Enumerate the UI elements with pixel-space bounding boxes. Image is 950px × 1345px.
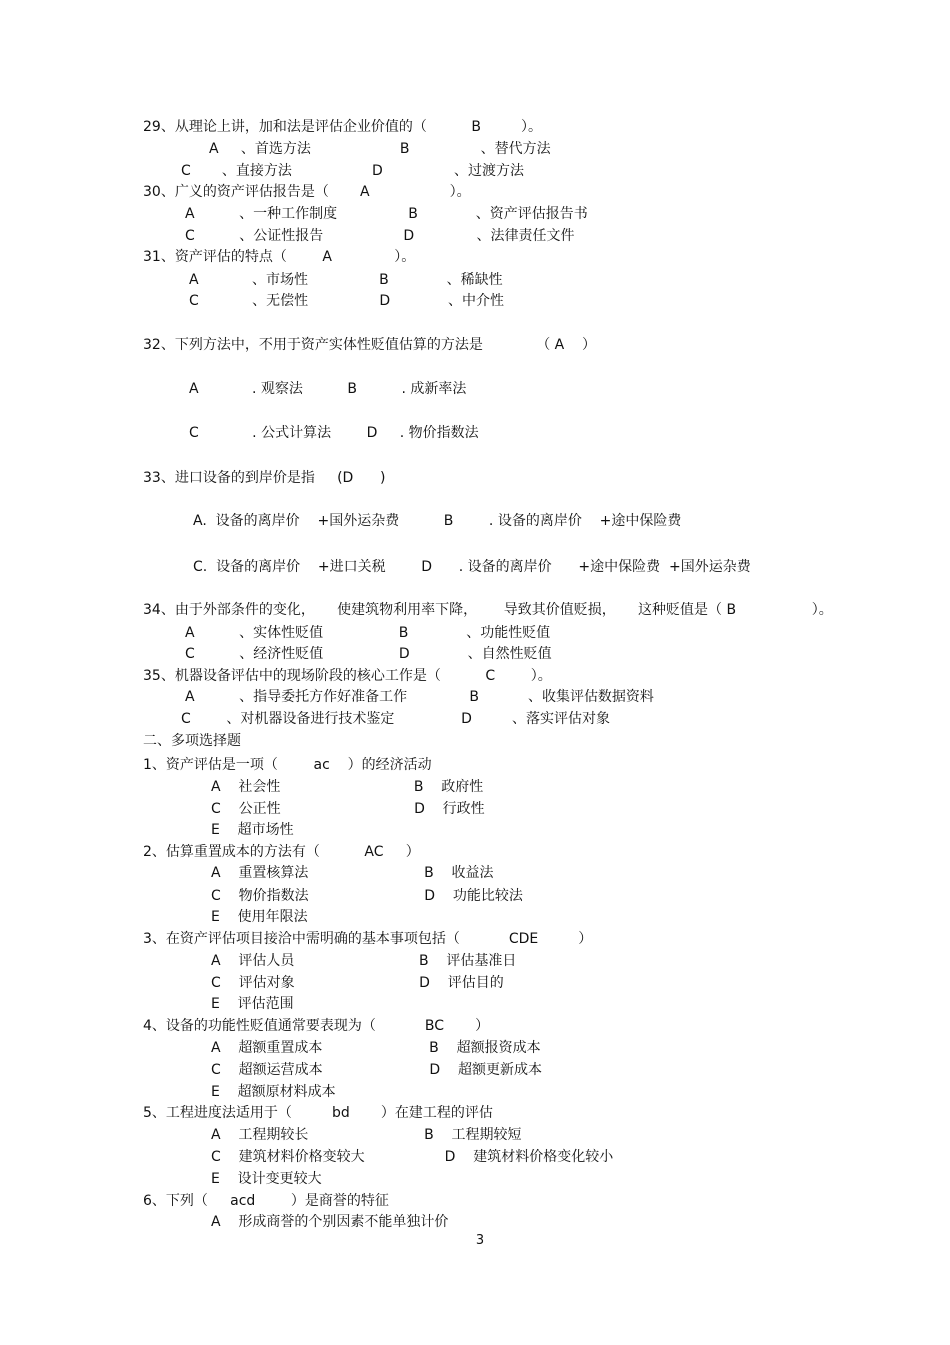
option-line: C 、直接方法 D 、过渡方法 [181, 163, 525, 179]
option-line: A . 观察法 B . 成新率法 [189, 381, 467, 397]
option-line: A 社会性 B 政府性 [211, 779, 484, 795]
option-line: A 工程期较长 B 工程期较短 [211, 1127, 522, 1143]
option-line: C 、经济性贬值 D 、自然性贬值 [185, 646, 552, 662]
option-line: A 、一种工作制度 B 、资产评估报告书 [185, 206, 588, 222]
option-line: C 、对机器设备进行技术鉴定 D 、落实评估对象 [181, 711, 610, 727]
question-34: 34、由于外部条件的变化， 使建筑物利用率下降， 导致其价值贬损， 这种贬值是（ B ）。 [143, 602, 833, 618]
option-line: C 建筑材料价格变较大 D 建筑材料价格变化较小 [211, 1149, 614, 1165]
option-line: C. 设备的离岸价 +进口关税 D . 设备的离岸价 +途中保险费 +国外运杂费 [193, 559, 751, 575]
option-line: C 、公证性报告 D 、法律责任文件 [185, 228, 575, 244]
mc-question-1: 1、资产评估是一项（ ac ）的经济活动 [143, 757, 432, 773]
option-line: A 重置核算法 B 收益法 [211, 865, 494, 881]
option-line: C 、无偿性 D 、中介性 [189, 293, 505, 309]
option-line: E 超额原材料成本 [211, 1084, 336, 1100]
question-29: 29、从理论上讲，加和法是评估企业价值的（ B ）。 [143, 119, 542, 135]
option-line: E 使用年限法 [211, 909, 308, 925]
question-31: 31、资产评估的特点（ A ）。 [143, 249, 416, 265]
question-32: 32、下列方法中，不用于资产实体性贬值估算的方法是 （ A ） [143, 337, 597, 353]
option-line: C 评估对象 D 评估目的 [211, 975, 504, 991]
option-line: E 设计变更较大 [211, 1171, 322, 1187]
option-line: C 物价指数法 D 功能比较法 [211, 888, 523, 904]
question-35: 35、机器设备评估中的现场阶段的核心工作是（ C ）。 [143, 668, 552, 684]
option-line: A 超额重置成本 B 超额报资成本 [211, 1040, 541, 1056]
option-line: A. 设备的离岸价 +国外运杂费 B . 设备的离岸价 +途中保险费 [193, 513, 682, 529]
section-heading: 二、多项选择题 [143, 733, 241, 749]
option-line: E 超市场性 [211, 822, 294, 838]
mc-question-3: 3、在资产评估项目接洽中需明确的基本事项包括（ CDE ） [143, 931, 593, 947]
option-line: C . 公式计算法 D . 物价指数法 [189, 425, 479, 441]
question-33: 33、进口设备的到岸价是指 (D ) [143, 470, 386, 486]
mc-question-6: 6、下列（ acd ）是商誉的特征 [143, 1193, 389, 1209]
option-line: C 超额运营成本 D 超额更新成本 [211, 1062, 542, 1078]
page-number: 3 [475, 1233, 485, 1248]
mc-question-4: 4、设备的功能性贬值通常要表现为（ BC ） [143, 1018, 490, 1034]
mc-question-2: 2、估算重置成本的方法有（ AC ） [143, 844, 420, 860]
option-line: C 公正性 D 行政性 [211, 801, 485, 817]
question-30: 30、广义的资产评估报告是（ A ）。 [143, 184, 471, 200]
mc-question-5: 5、工程进度法适用于（ bd ）在建工程的评估 [143, 1105, 493, 1121]
option-line: A 、市场性 B 、稀缺性 [189, 272, 503, 288]
option-line: A 、实体性贬值 B 、功能性贬值 [185, 625, 551, 641]
option-line: A 形成商誉的个别因素不能单独计价 [211, 1214, 449, 1230]
option-line: A 、首选方法 B 、替代方法 [209, 141, 551, 157]
option-line: A 评估人员 B 评估基准日 [211, 953, 517, 969]
option-line: E 评估范围 [211, 996, 294, 1012]
option-line: A 、指导委托方作好准备工作 B 、收集评估数据资料 [185, 689, 654, 705]
